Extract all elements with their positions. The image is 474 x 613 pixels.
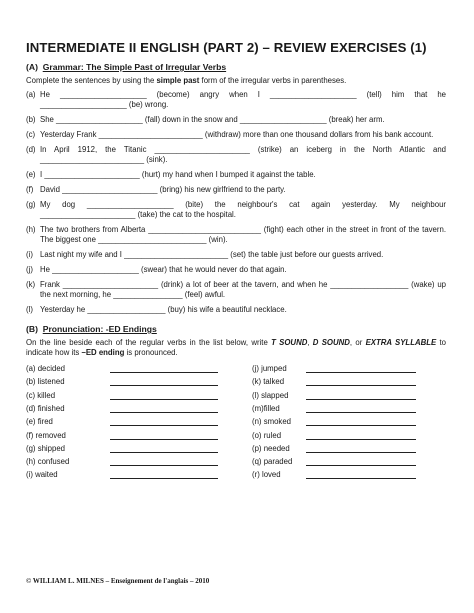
- verb-item-left: (c) killed: [26, 390, 56, 400]
- exercise-sentence: He ____________________ (swear) that he would never do that again.: [40, 265, 287, 274]
- verb-item-left: (a) decided: [26, 364, 66, 373]
- exercise-item: [26, 145, 446, 165]
- answer-line[interactable]: [306, 444, 416, 453]
- verb-item-left: (f) removed: [26, 430, 66, 440]
- verb-item-right: (o) ruled: [252, 430, 282, 440]
- verb-item-left: (h) confused: [26, 457, 70, 467]
- answer-line[interactable]: [110, 444, 218, 453]
- verb-item-left: (i) waited: [26, 470, 58, 480]
- instruction-text: On the line beside each of the regular verbs in the list below, write: [26, 338, 272, 347]
- instruction-emphasis: D SOUND: [312, 338, 350, 347]
- verb-item-left: (d) finished: [26, 403, 65, 413]
- instruction-text: form of the irregular verbs in parentheses.: [199, 76, 347, 85]
- answer-line[interactable]: [306, 377, 416, 386]
- answer-line[interactable]: [306, 457, 416, 466]
- verb-item-left: (e) fired: [26, 417, 53, 427]
- answer-line[interactable]: [110, 391, 218, 400]
- exercise-sentence: In April 1912, the Titanic ______________________ (strike) an iceberg in the North Atlantic and ________________________ (sink).: [40, 145, 446, 164]
- answer-line[interactable]: [306, 417, 416, 426]
- answer-line[interactable]: [110, 377, 218, 386]
- exercise-label: (l): [26, 305, 33, 314]
- exercise-item: [26, 115, 446, 125]
- exercise-item: [26, 170, 446, 180]
- exercise-sentence: David ______________________ (bring) his new girlfriend to the party.: [40, 185, 286, 194]
- exercise-sentence: Last night my wife and I ________________________ (set) the table just before our guests arrived.: [40, 250, 384, 259]
- section-b-label: (B): [26, 324, 38, 334]
- exercise-item: [26, 225, 446, 245]
- verb-list: [26, 364, 446, 494]
- exercise-sentence: My dog ____________________ (bite) the neighbour's cat again yesterday. My neighbour ______________________ (take) the cat to the hospital.: [40, 200, 446, 219]
- instruction-text: is pronounced.: [124, 348, 178, 357]
- answer-line[interactable]: [306, 431, 416, 440]
- verb-item-right: (j) jumped: [252, 364, 287, 373]
- exercise-item: [26, 305, 446, 315]
- exercise-label: (b): [26, 115, 36, 124]
- verb-item-right: (n) smoked: [252, 417, 291, 427]
- section-a-heading: [26, 62, 446, 73]
- verb-item-right: (p) needed: [252, 443, 290, 453]
- verb-item-right: (k) talked: [252, 377, 285, 387]
- answer-line[interactable]: [110, 470, 218, 479]
- instruction-emphasis: EXTRA SYLLABLE: [365, 338, 437, 347]
- exercise-item: [26, 130, 446, 140]
- instruction-text: , or: [349, 338, 366, 347]
- exercise-label: (g): [26, 200, 36, 209]
- page-title: INTERMEDIATE II ENGLISH (PART 2) – REVIEW EXERCISES (1): [26, 40, 427, 55]
- verb-item-left: (g) shipped: [26, 443, 66, 453]
- answer-line[interactable]: [306, 364, 416, 373]
- exercise-item: [26, 265, 446, 275]
- exercise-sentence: Frank ______________________ (drink) a lot of beer at the tavern, and when he __________________ (wake) up the next morning, he ________________ (feel) awful.: [40, 280, 446, 299]
- section-b-heading: [26, 324, 446, 335]
- exercise-item: [26, 90, 446, 110]
- section-b-instruction: [26, 338, 446, 358]
- exercise-sentence: Yesterday he __________________ (buy) his wife a beautiful necklace.: [40, 305, 287, 314]
- answer-line[interactable]: [110, 431, 218, 440]
- exercise-list: [26, 90, 446, 315]
- exercise-label: (j): [26, 265, 33, 274]
- answer-line[interactable]: [110, 404, 218, 413]
- instruction-emphasis: –ED ending: [81, 348, 125, 357]
- verb-item-right: (r) loved: [252, 470, 281, 480]
- verb-item-right: (m)filled: [252, 403, 280, 413]
- exercise-item: [26, 280, 446, 300]
- exercise-sentence: She ____________________ (fall) down in the snow and ____________________ (break) her arm.: [40, 115, 385, 124]
- exercise-sentence: Yesterday Frank ________________________ (withdraw) more than one thousand dollars from his bank account.: [40, 130, 434, 139]
- exercise-item: [26, 185, 446, 195]
- instruction-text: Complete the sentences by using the: [26, 76, 157, 85]
- answer-line[interactable]: [306, 404, 416, 413]
- exercise-label: (a): [26, 90, 36, 99]
- exercise-label: (h): [26, 225, 36, 234]
- instruction-text: to indicate how its: [26, 338, 446, 357]
- exercise-label: (d): [26, 145, 36, 154]
- verb-item-right: (q) paraded: [252, 457, 293, 467]
- answer-line[interactable]: [110, 417, 218, 426]
- answer-line[interactable]: [306, 391, 416, 400]
- answer-line[interactable]: [110, 457, 218, 466]
- verb-item-left: (b) listened: [26, 377, 65, 387]
- instruction-emphasis: simple past: [156, 76, 200, 85]
- answer-line[interactable]: [110, 364, 218, 373]
- exercise-item: [26, 250, 446, 260]
- instruction-text: ,: [307, 338, 313, 347]
- exercise-sentence: He ____________________ (become) angry when I ____________________ (tell) him that he ____________________ (be) wrong.: [40, 90, 446, 109]
- section-a-title: Grammar: The Simple Past of Irregular Verbs: [42, 62, 227, 72]
- exercise-label: (e): [26, 170, 36, 179]
- worksheet-page: [26, 40, 446, 494]
- exercise-label: (i): [26, 250, 33, 259]
- exercise-sentence: The two brothers from Alberta __________________________ (fight) each other in the street in front of the tavern. The biggest one _________________________ (win).: [40, 225, 446, 244]
- exercise-sentence: I ______________________ (hurt) my hand when I bumped it against the table.: [40, 170, 316, 179]
- exercise-label: (k): [26, 280, 36, 289]
- exercise-item: [26, 200, 446, 220]
- verb-item-right: (l) slapped: [252, 390, 289, 400]
- exercise-label: (f): [26, 185, 34, 194]
- answer-line[interactable]: [306, 470, 416, 479]
- instruction-emphasis: T SOUND: [271, 338, 308, 347]
- exercise-label: (c): [26, 130, 36, 139]
- section-a-label: (A): [26, 62, 38, 72]
- section-a-instruction: [26, 76, 446, 86]
- copyright-footer: © WILLIAM L. MILNES – Enseignement de l'anglais – 2010: [26, 577, 210, 585]
- section-b-title: Pronunciation: -ED Endings: [42, 324, 157, 334]
